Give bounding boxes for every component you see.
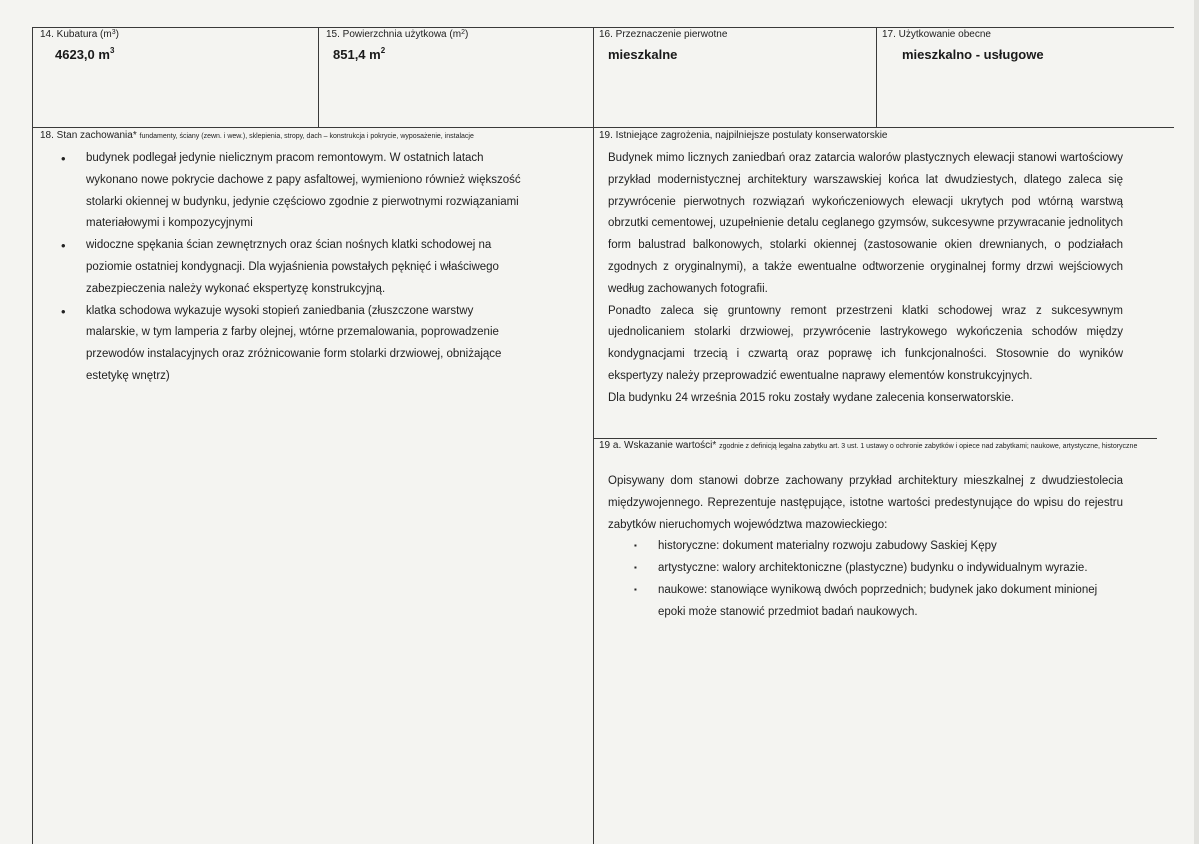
left-border bbox=[32, 27, 33, 844]
section-18-label: 18. Stan zachowania* fundamenty, ściany (zewn. i wew.), sklepienia, stropy, dach – konstrukcja i pokrycie, wyposażenie, instalacje bbox=[40, 130, 474, 141]
col-divider-main bbox=[593, 27, 594, 844]
section-19-paragraph: Ponadto zaleca się gruntowny remont przestrzeni klatki schodowej wraz z sukcesywnym ujednolicaniem stolarki drzwiowej, przywrócenie lastrykowego wykończenia schodów między kondygnacjami trzecią i czwartą oraz poprawę ich funkcjonalności. Stosownie do wyników ekspertyzy należy przeprowadzić ewentualne naprawy elementów konstrukcyjnych. bbox=[608, 304, 1123, 382]
list-item: ▪ artystyczne: walory architektoniczne (plastyczne) budynku o indywidualnym wyrazie. bbox=[608, 558, 1123, 580]
field-14-label: 14. Kubatura $(m^3)$ bbox=[40, 29, 119, 40]
field-16-label: 16. Przeznaczenie pierwotne bbox=[599, 29, 728, 40]
list-item: • klatka schodowa wykazuje wysoki stopień zaniedbania (złuszczone warstwy malarskie, w tym lamperia z farby olejnej, wtórne przemalowania, poprowadzenie przewodów instalacyjnych oraz zróżnicowanie form stolarki drzwiowej, obniżające estetykę wnętrz) bbox=[59, 301, 579, 388]
col-divider-1 bbox=[318, 27, 319, 127]
section-18-body bbox=[59, 148, 579, 388]
section-19-paragraph: Dla budynku 24 września 2015 roku zostały wydane zalecenia konserwatorskie. bbox=[608, 391, 1014, 404]
bullet-icon: • bbox=[61, 151, 66, 166]
bullet-icon: • bbox=[61, 238, 66, 254]
field-14-value: 4623,0 $m^3$ bbox=[55, 46, 115, 62]
field-16-value: mieszkalne bbox=[608, 47, 678, 62]
condition-list bbox=[59, 148, 579, 388]
field-17-value: mieszkalno - usługowe bbox=[902, 47, 1044, 62]
section-19a-label: 19 a. Wskazanie wartości* zgodnie z definicją legalna zabytku art. 3 ust. 1 ustawy o ochronie zabytków i opiece nad zabytkami; naukowe, artystyczne, historyczne bbox=[599, 440, 1138, 451]
col-divider-3 bbox=[876, 27, 877, 127]
list-item: • budynek podlegał jedynie nielicznym pracom remontowym. W ostatnich latach wykonano nowe pokrycie dachowe z papy asfaltowej, wymieniono również większość stolarki okiennej w budynku, jedynie częściowo zgodnie z pierwotnymi rozwiązaniami materiałowymi i kompozycyjnymi bbox=[59, 148, 579, 235]
list-item: ▪ naukowe: stanowiące wynikową dwóch poprzednich; budynek jako dokument minionej epoki może stanowić przedmiot badań naukowych. bbox=[608, 580, 1123, 624]
section-19a-body bbox=[608, 471, 1123, 624]
field-15-label: 15. Powierzchnia użytkowa $(m^2)$ bbox=[326, 29, 469, 40]
section-19-body bbox=[608, 148, 1123, 410]
square-bullet-icon: ▪ bbox=[634, 584, 637, 594]
square-bullet-icon: ▪ bbox=[634, 541, 637, 551]
square-bullet-icon: ▪ bbox=[634, 563, 637, 573]
section-19-paragraph: Budynek mimo licznych zaniedbań oraz zatarcia walorów plastycznych elewacji stanowi wartościowy przykład modernistycznej architektury warszawskiej końca lat dwudziestych, dlatego zaleca się przywrócenie pierwotnych rozwiązań wykończeniowych elewacji ukrytych pod wtórną warstwą obrzutki cementowej, uzupełnienie detalu ceglanego gzymsów, sukcesywne przywracanie jednolitych form balustrad balkonowych, stolarki okiennej (zastosowanie okien drewnianych, o podziałach zgodnych z oryginalnymi), a także ewentualne odtworzenie oryginalnej formy drzwi wejściowych według zachowanych fotografii. bbox=[608, 152, 1123, 295]
list-item: ▪ historyczne: dokument materialny rozwoju zabudowy Saskiej Kępy bbox=[608, 536, 1123, 558]
section-19-label: 19. Istniejące zagrożenia, najpilniejsze postulaty konserwatorskie bbox=[599, 130, 888, 141]
list-item: • widoczne spękania ścian zewnętrznych oraz ścian nośnych klatki schodowej na poziomie ostatniej kondygnacji. Dla wyjaśnienia powstałych pęknięć i właściwego zabezpieczenia należy wykonać ekspertyzę konstrukcyjną. bbox=[59, 235, 579, 300]
page-edge bbox=[1194, 0, 1199, 844]
field-17-label: 17. Użytkowanie obecne bbox=[882, 29, 991, 40]
section-19a-intro: Opisywany dom stanowi dobrze zachowany przykład architektury mieszkalnej z dwudziestolecia międzywojennego. Reprezentuje następujące, istotne wartości predestynujące do wpisu do rejestru zabytków nieruchomych województwa mazowieckiego: bbox=[608, 475, 1123, 531]
row-divider bbox=[32, 127, 1174, 128]
top-border bbox=[32, 27, 1174, 28]
bullet-icon: • bbox=[61, 303, 66, 319]
values-list bbox=[608, 536, 1123, 623]
field-15-value: 851,4 $m^2$ bbox=[333, 46, 386, 62]
section-19a-rule bbox=[593, 438, 1157, 439]
